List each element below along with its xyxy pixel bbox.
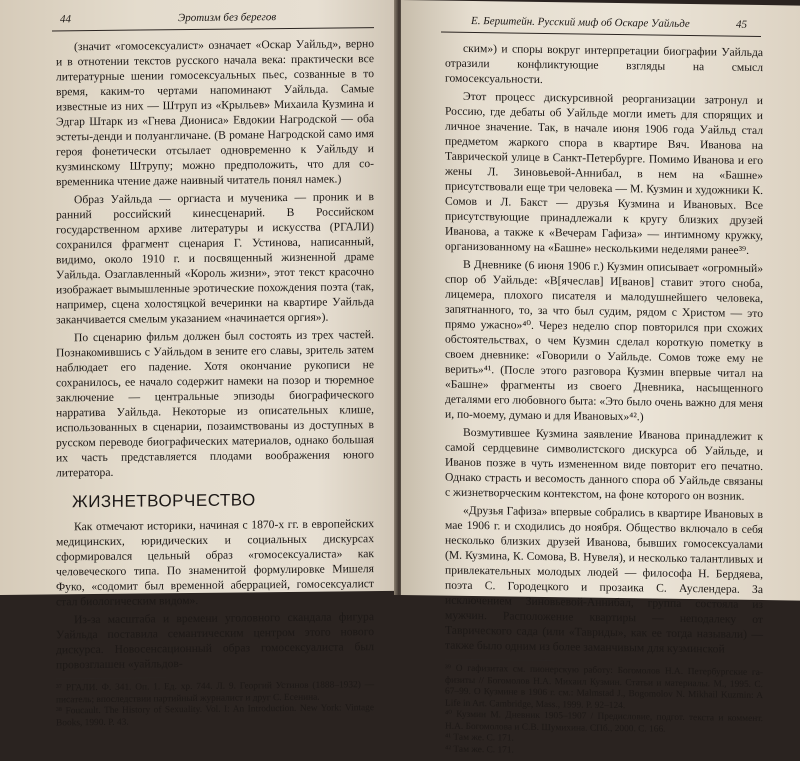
header-rule xyxy=(441,32,761,37)
paragraph: (значит «гомосексуалист» означает «Оскар Уайльд», верно и в отнотении текстов русского начала века: практически все литературные шении гомосексуальных пьес, созванные в то время, каким-то чертами напоминают Уайльда. Самые известные из них — Штруп из «Крыльев» Михаила Кузмина и Эдгар Штарк из «Гнева Диониса» Евдокии Нагродской — оба эстеты-денди и полуангличане. (В романе Нагродской само имя героя фонетически отсылает одновременно к Уайльду и кузминскому Штрупу; можно предположить, что для современника чтение даже наивный читатель понял намек.) xyxy=(56,37,374,189)
paragraph: Как отмечают историки, начиная с 1870-х гг. в европейских медицинских, юридических и социальных дискурсах сформировался цельный образ «гомосексуалиста» как человеческого типа. По знаменитой формулировке Мишеля Фуко, «содомит был временной аберрацией, гомосексуалист стал биологическим видом». xyxy=(56,517,374,609)
paragraph: Этот процесс дискурсивной реорганизации затронул и Россию, где дебаты об Уайльде могли иметь для спорящих и личное значение. Так, в начале июня 1906 года Уайльд стал предметом жаркого спора в квартире Вяч. Иванова на Таврической улице в Санкт-Петербурге. Помимо Иванова и его жены Л. Зиновьевой-Аннибал, в нем на «Башне» присутствовали еще три человека — М. Кузмин и художники К. Сомов и Л. Бакст — друзья Кузмина и Ивановых. Все присутствующие принадлежали к кругу близких друзей Иванова, а также к «Вечерам Гафиза» — интимному кружку, организованному на «Башне» несколькими неделями ранее³⁹. xyxy=(445,89,763,257)
section-heading: ЖИЗНЕТВОРЧЕСТВО xyxy=(72,490,256,512)
running-head: Е. Берштейн. Русский миф об Оскаре Уайльде xyxy=(471,14,690,31)
paragraph: «Друзья Гафиза» впервые собрались в квартире Ивановых в мае 1906 г. и сходились до ноября. Общество включало в себя несколько близких друзей Иванова, бывших гомосексуалами (М. Кузмина, К. Сомова, В. Нувеля), и несколько талантливых и привлекательных молодых людей — философа Н. Бердяева, поэта С. Городецкого и прозаика С. Ауслендера. За исключением Зиновьевой-Аннибал, группа состояла из мужчин. Расположение квартиры — неподалеку от Таврического сада (или «Тавриды», как ее тогда называли) — также было одним из более заманчивым для кузминской xyxy=(445,503,763,656)
page-number: 45 xyxy=(736,18,747,31)
footnote-rule xyxy=(445,659,555,662)
footnote: ⁴¹ Там же. С. 171. xyxy=(445,732,514,744)
left-body xyxy=(56,36,374,729)
paragraph: Из-за масштаба и времени уголовного скандала фигура Уайльда поставила семантическим центром этого нового дискурса. Новосенсационный образ гомосексуалиста был провозглашен «уайльдов- xyxy=(56,610,374,672)
header-rule xyxy=(52,27,374,31)
footnote: ³⁸ Foucault. The History of Sexuality. Vol. I: An Introduction. New York: Vintage Books, 1990. P. 43. xyxy=(56,703,374,728)
left-page xyxy=(0,0,397,728)
footnote: ³⁹ О гафизитах см. пионерскую работу: Богомолов Н.А. Петербургские гафизиты // Богомолов Н.А. Михаил Кузмин. Статьи и материалы. М., 1995. С. 67–99. О Кузмине в 1906 г. см.: Malmstad J., Bogomolov N. Mikhail Kuzmin: A Life in Art. Cambridge, Mass., 1999. P. 92–124. xyxy=(445,663,763,711)
paragraph: ским») и споры вокруг интерпретации биографии Уайльда отразили конфликтующие взгляды на смысл гомосексуальности. xyxy=(445,41,763,86)
footnote: ³⁷ РГАЛИ. Ф. 341. Оп. 1. Ед. хр. 744. Л. 9. Георгий Устинов (1888–1932) — писатель; впоследствии партийный журналист и друг С. Есенина. xyxy=(56,680,374,705)
paragraph: В Дневнике (6 июня 1906 г.) Кузмин описывает «огромный» спор об Уайльде: «В[ячеслав] И[ванов] ставит этого сноба, лицемера, плохого писателя и малодушнейшего человека, запятнанного, то, за что был судим, рядом с Христом — это прямо ужасно»⁴⁰. Через неделю спор повторился при схожих обстоятельствах, о чем Кузмин сделал короткую пометку в своем дневнике: «Говорили о Уайльде. Сомов тоже ему не верить»⁴¹. (После этого разговора Кузмин впервые читал на «Башне» фрагменты из своего Дневника, насыщенного деталями его любовного быта: «Это было очень важно для меня и, по-моему, думаю и для Ивановых»⁴².) xyxy=(445,257,763,424)
right-page xyxy=(401,0,800,756)
footnote: ⁴⁰ Кузмин М. Дневник 1905–1907 / Предисловие, подгот. текста и коммент. Н.А. Богомолова и С.В. Шумихина. СПб., 2000. С. 166. xyxy=(445,709,763,735)
footnote: ⁴² Там же. С. 171. xyxy=(445,744,514,756)
footnote-rule xyxy=(56,677,166,679)
page-number: 44 xyxy=(60,13,71,26)
paragraph: Образ Уайльда — оргиаста и мученика — проник и в ранний российский кинесценарий. В Российском государственном архиве литературы и искусства (РГАЛИ) сохранился фрагмент сценария Г. Устинова, написанный, видимо, около 1910 г. и посвященный жизненной драме Уайльда. Озаглавленный «Король жизни», этот текст красочно изображает вымышленные эротические похождения поэта (так, например, сцена холостяцкой вечеринки на квартире Уайльда заканчивается смелым указанием «начинается оргия»). xyxy=(56,190,374,327)
right-body xyxy=(445,41,763,760)
running-head: Эротизм без берегов xyxy=(178,11,277,25)
paragraph: Возмутившее Кузмина заявление Иванова принадлежит к самой сердцевине символистского дискурса об Уайльде, и Иванов позже в чуть измененном виде повторит его печатно. Однако страсть и весомость данного спора об Уайльде связаны с жизнетворческим контекстом, на фоне которого он возник. xyxy=(445,425,763,503)
paragraph: По сценарию фильм должен был состоять из трех частей. Познакомившись с Уайльдом в зените его славы, зритель затем наблюдает его падение. Хотя окончание рукописи не сохранилось, ее начало содержит намеки на позор и тюремное заключение — центральные эпизоды биографического нарратива Уайльда. Некоторые из описательных клише, использованных в сценарии, позаимствованы из доступных в русском переводе биографических материалов, однако большая их часть представляется плодами воображения юного литератора. xyxy=(56,328,374,480)
